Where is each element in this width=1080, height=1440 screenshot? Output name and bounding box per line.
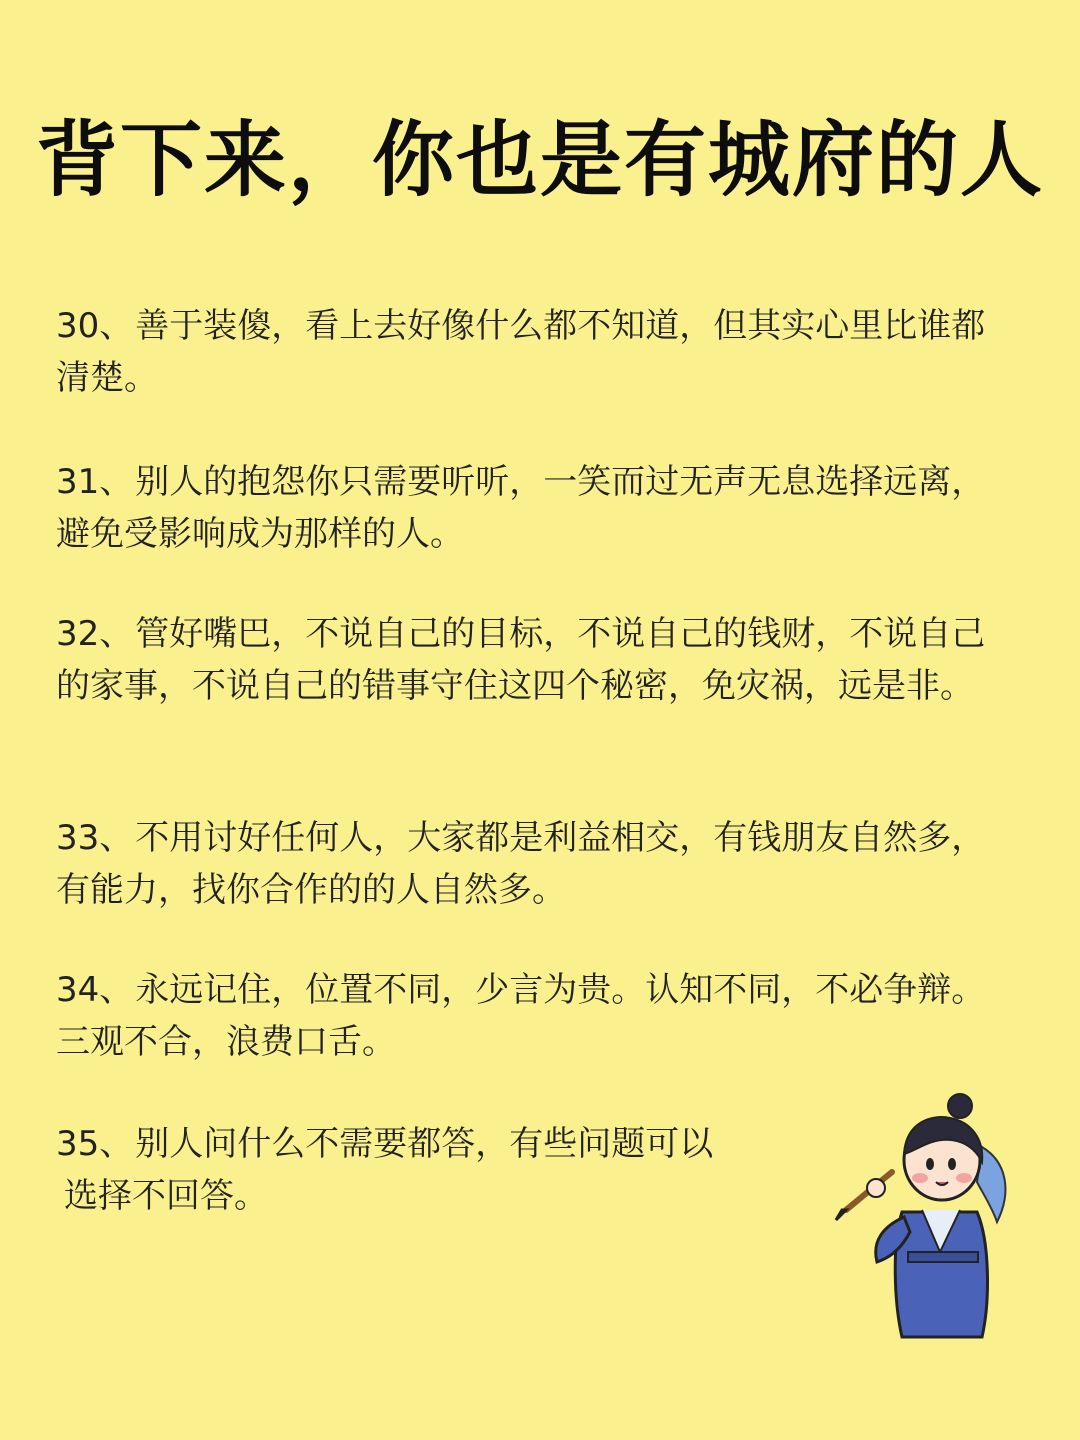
- item-text: 善于装傻，看上去好像什么都不知道，但其实心里比谁都清楚。: [56, 306, 986, 398]
- item-text: 别人问什么不需要都答，有些问题可以: [135, 1124, 714, 1164]
- page-title: 背下来，你也是有城府的人: [35, 113, 1044, 208]
- item-number: 31、: [56, 462, 134, 502]
- list-item-35: [56, 1118, 776, 1222]
- list-item-32: [56, 608, 1016, 712]
- item-text: 管好嘴巴，不说自己的目标，不说自己的钱财，不说自己的家事，不说自己的错事守住这四个秘密，免灾祸，远是非。: [56, 614, 986, 706]
- item-text: 不用讨好任何人，大家都是利益相交，有钱朋友自然多，有能力，找你合作的的人自然多。: [56, 818, 986, 910]
- item-text-continued: 选择不回答。: [64, 1176, 268, 1216]
- list-item-34: [56, 964, 1016, 1068]
- list-item-30: [56, 300, 1016, 404]
- list-item-33: [56, 812, 1016, 916]
- item-text: 别人的抱怨你只需要听听，一笑而过无声无息选择远离，避免受影响成为那样的人。: [56, 462, 986, 554]
- item-number: 34、: [56, 970, 134, 1010]
- scholar-with-brush-icon: [832, 1092, 1032, 1352]
- item-number: 35、: [56, 1124, 134, 1164]
- item-number: 33、: [56, 818, 134, 858]
- item-number: 30、: [56, 306, 134, 346]
- item-number: 32、: [56, 614, 134, 654]
- item-text: 永远记住，位置不同，少言为贵。认知不同，不必争辩。三观不合，浪费口舌。: [56, 970, 986, 1062]
- list-item-31: [56, 456, 1016, 560]
